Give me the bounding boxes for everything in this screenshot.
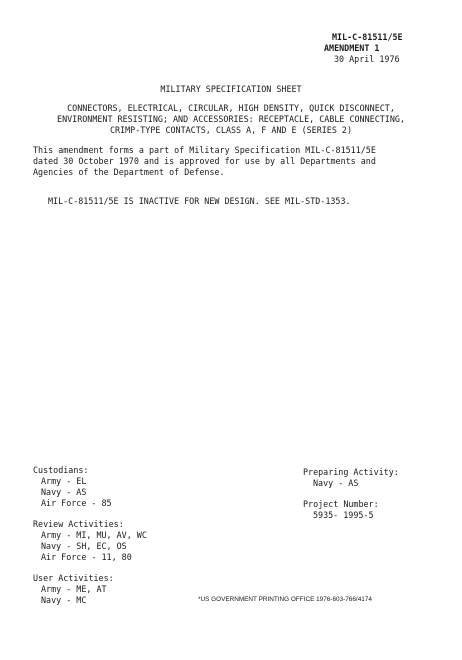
inactive-notice: MIL-C-81511/5E IS INACTIVE FOR NEW DESIGN. SEE MIL-STD-1353. [48, 196, 351, 206]
document-title: MILITARY SPECIFICATION SHEET [160, 84, 302, 94]
review-army: Army - MI, MU, AV, WC [41, 530, 147, 540]
user-heading: User Activities: [33, 573, 114, 583]
amendment-number: AMENDMENT 1 [324, 43, 380, 53]
gpo-footer: *US GOVERNMENT PRINTING OFFICE 1976-603-766/4174 [198, 596, 372, 603]
review-heading: Review Activities: [33, 519, 124, 529]
custodian-army: Army - EL [41, 476, 87, 486]
body-line-2: dated 30 October 1970 and is approved for use by all Departments and [33, 156, 376, 166]
body-line-3: Agencies of the Department of Defense. [33, 167, 225, 177]
body-line-1: This amendment forms a part of Military Specification MIL-C-81511/5E [33, 145, 376, 155]
preparing-heading: Preparing Activity: [303, 467, 399, 477]
project-heading: Project Number: [303, 499, 379, 509]
user-navy: Navy - MC [41, 595, 87, 605]
review-navy: Navy - SH, EC, OS [41, 541, 127, 551]
subject-line-1: CONNECTORS, ELECTRICAL, CIRCULAR, HIGH DENSITY, QUICK DISCONNECT, [67, 103, 395, 113]
user-army: Army - ME, AT [41, 584, 107, 594]
spec-number: MIL-C-81511/5E [332, 32, 403, 42]
subject-line-2: ENVIRONMENT RESISTING; AND ACCESSORIES: RECEPTACLE, CABLE CONNECTING, [57, 114, 405, 124]
custodian-air-force: Air Force - 85 [41, 498, 112, 508]
custodians-heading: Custodians: [33, 465, 89, 475]
project-value: 5935- 1995-5 [313, 510, 374, 520]
amendment-date: 30 April 1976 [334, 54, 400, 64]
subject-line-3: CRIMP-TYPE CONTACTS, CLASS A, F AND E (SERIES 2) [109, 125, 353, 135]
custodian-navy: Navy - AS [41, 487, 87, 497]
review-air-force: Air Force - 11, 80 [41, 552, 132, 562]
preparing-value: Navy - AS [313, 478, 359, 488]
